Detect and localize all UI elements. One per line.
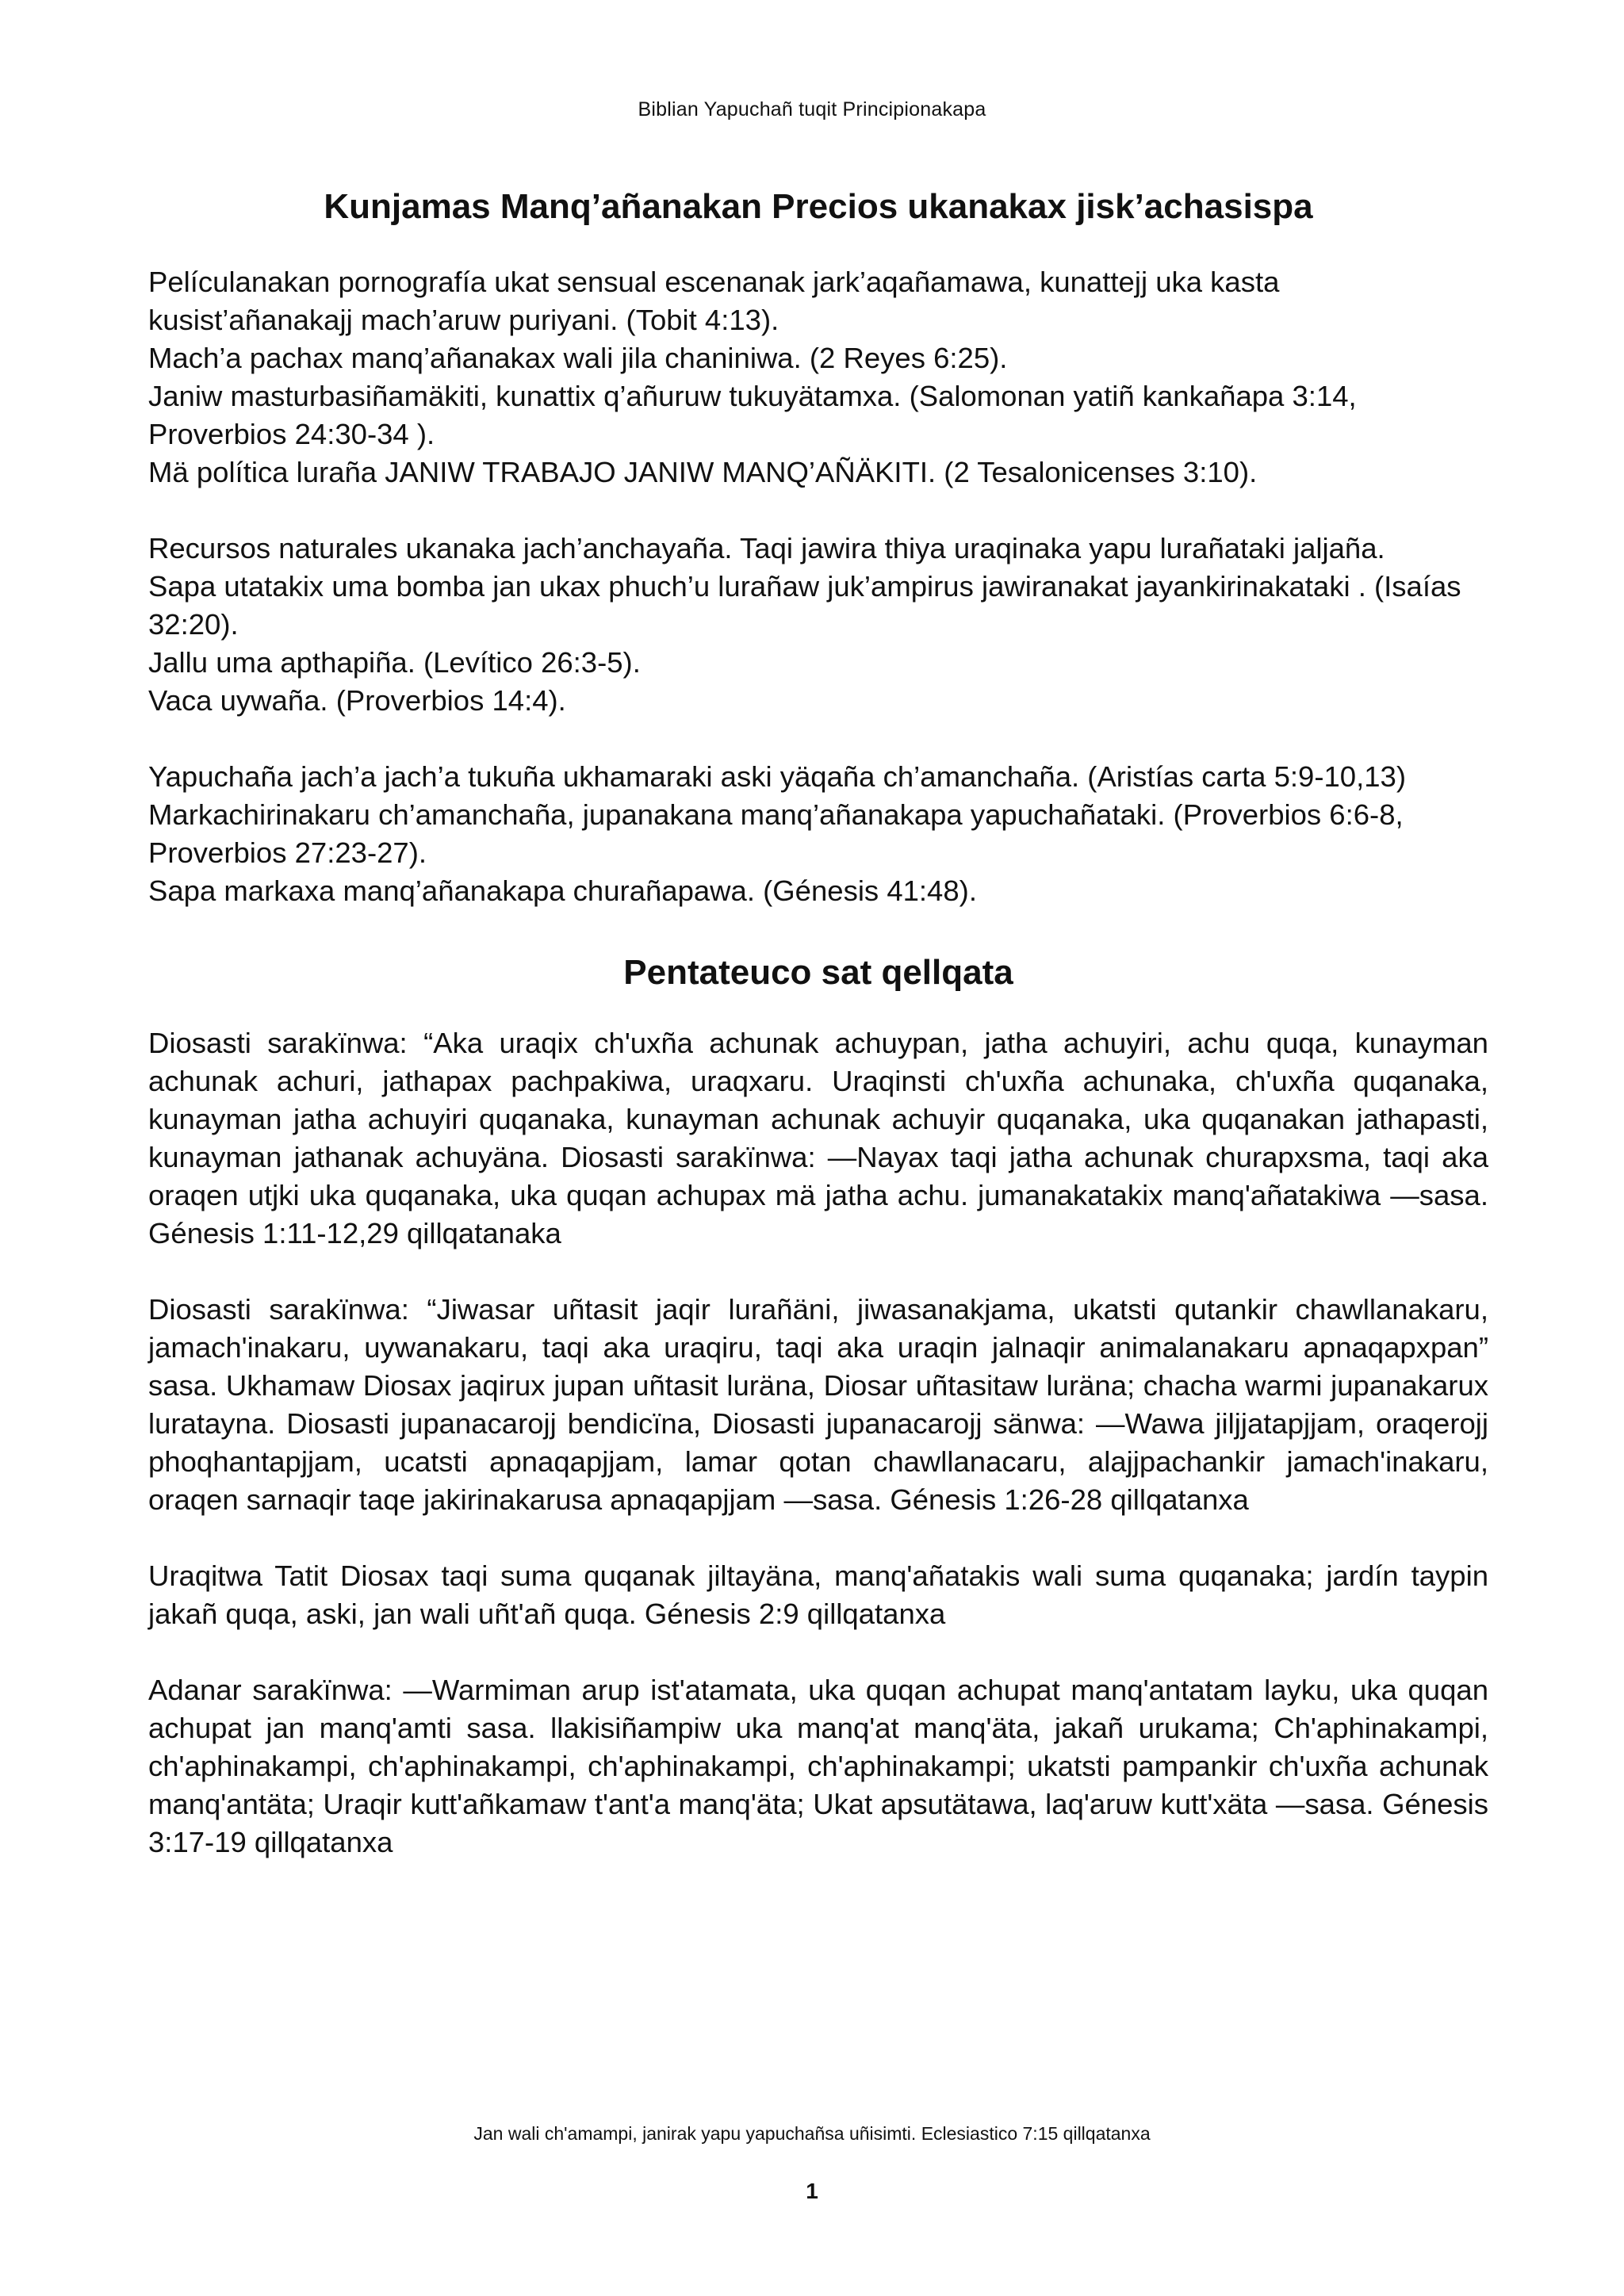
text-line: Markachirinakaru ch’amanchaña, jupanakana manq’añanakapa yapuchañataki. (Proverbios 6:6-8, Proverbios 27:23-27). [148, 798, 1404, 869]
text-line: Sapa utatakix uma bomba jan ukax phuch’u lurañaw juk’ampirus jawiranakat jayankirinakataki . (Isaías 32:20). [148, 570, 1461, 641]
text-block-1 [148, 263, 1488, 492]
paragraph-genesis-1-26: Diosasti sarakïnwa: “Jiwasar uñtasit jaqir lurañäni, jiwasanakjama, ukatsti qutankir chawllanakaru, jamach'inakaru, uywanakaru, taqi aka uraqiru, taqi aka uraqin jalnaqir animalanakaru apnaqapxpan” sasa. Ukhamaw Diosax jaqirux jupan uñtasit luräna, Diosar uñtasitaw luräna; chacha warmi jupanakarux luratayna. Diosasti jupanacarojj bendicïna, Diosasti jupanacarojj sänwa: —Wawa jiljjatapjjam, oraqerojj phoqhantapjjam, ucatsti apnaqapjjam, lamar qotan chawllanacaru, alajjpachankir jamach'inakaru, oraqen sarnaqir taqe jakirinakarusa apnaqapjjam —sasa. Génesis 1:26-28 qillqatanxa [148, 1293, 1488, 1516]
text-line: Mach’a pachax manq’añanakax wali jila chaniniwa. (2 Reyes 6:25). [148, 342, 1008, 374]
text-line: Mä política luraña JANIW TRABAJO JANIW MANQ’AÑÄKITI. (2 Tesalonicenses 3:10). [148, 456, 1258, 488]
text-line: Jallu uma apthapiña. (Levítico 26:3-5). [148, 646, 641, 679]
text-line: Janiw masturbasiñamäkiti, kunattix q’añuruw tukuyätamxa. (Salomonan yatiñ kankañapa 3:14, Proverbios 24:30-34 ). [148, 380, 1357, 450]
page-number: 1 [806, 2179, 818, 2203]
text-line: Sapa markaxa manq’añanakapa churañapawa. (Génesis 41:48). [148, 874, 977, 907]
section-title-pentateuch: Pentateuco sat qellqata [623, 953, 1013, 992]
text-line: Recursos naturales ukanaka jach’anchayaña. Taqi jawira thiya uraqinaka yapu lurañataki jaljaña. [148, 532, 1385, 564]
running-footer: Jan wali ch'amampi, janirak yapu yapuchañsa uñisimti. Eclesiastico 7:15 qillqatanxa [473, 2123, 1151, 2144]
text-block-3 [148, 758, 1488, 910]
paragraph-genesis-2-9: Uraqitwa Tatit Diosax taqi suma quqanak jiltayäna, manq'añatakis wali suma quqanaka; jardín taypin jakañ quqa, aski, jan wali uñt'añ quqa. Génesis 2:9 qillqatanxa [148, 1559, 1488, 1630]
running-header: Biblian Yapuchañ tuqit Principionakapa [638, 98, 986, 121]
paragraph-genesis-1-11: Diosasti sarakïnwa: “Aka uraqix ch'uxña achunak achuypan, jatha achuyiri, achu quqa, kunayman achunak achuri, jathapax pachpakiwa, uraqxaru. Uraqinsti ch'uxña achunaka, ch'uxña quqanaka, kunayman jatha achuyiri quqanaka, kunayman achunak achuyir quqanaka, uka quqanakan jathapasti, kunayman jathanak achuyäna. Diosasti sarakïnwa: —Nayax taqi jatha achunak churapxsma, taqi aka oraqen utjki uka quqanaka, uka quqan achupax mä jatha achu. jumanakatakix manq'añatakiwa —sasa. Génesis 1:11-12,29 qillqatanaka [148, 1027, 1488, 1249]
section-title-prices: Kunjamas Manq’añanakan Precios ukanakax jisk’achasispa [324, 187, 1313, 226]
text-block-2 [148, 530, 1488, 720]
text-line: Películanakan pornografía ukat sensual escenanak jark’aqañamawa, kunattejj uka kasta kusist’añanakajj mach’aruw puriyani. (Tobit 4:13). [148, 266, 1280, 336]
text-line: Yapuchaña jach’a jach’a tukuña ukhamaraki aski yäqaña ch’amanchaña. (Aristías carta 5:9-10,13) [148, 760, 1406, 793]
text-line: Vaca uywaña. (Proverbios 14:4). [148, 684, 566, 717]
page-content [148, 182, 1488, 1900]
paragraph-genesis-3-17: Adanar sarakïnwa: —Warmiman arup ist'atamata, uka quqan achupat manq'antatam layku, uka quqan achupat jan manq'amti sasa. llakisiñampiw uka manq'at manq'äta, jakañ urukama; Ch'aphinakampi, ch'aphinakampi, ch'aphinakampi, ch'aphinakampi, ch'aphinakampi; ukatsti pampankir ch'uxña achunak manq'antäta; Uraqir kutt'añkamaw t'ant'a manq'äta; Ukat apsutätawa, laq'aruw kutt'xäta —sasa. Génesis 3:17-19 qillqatanxa [148, 1674, 1488, 1858]
